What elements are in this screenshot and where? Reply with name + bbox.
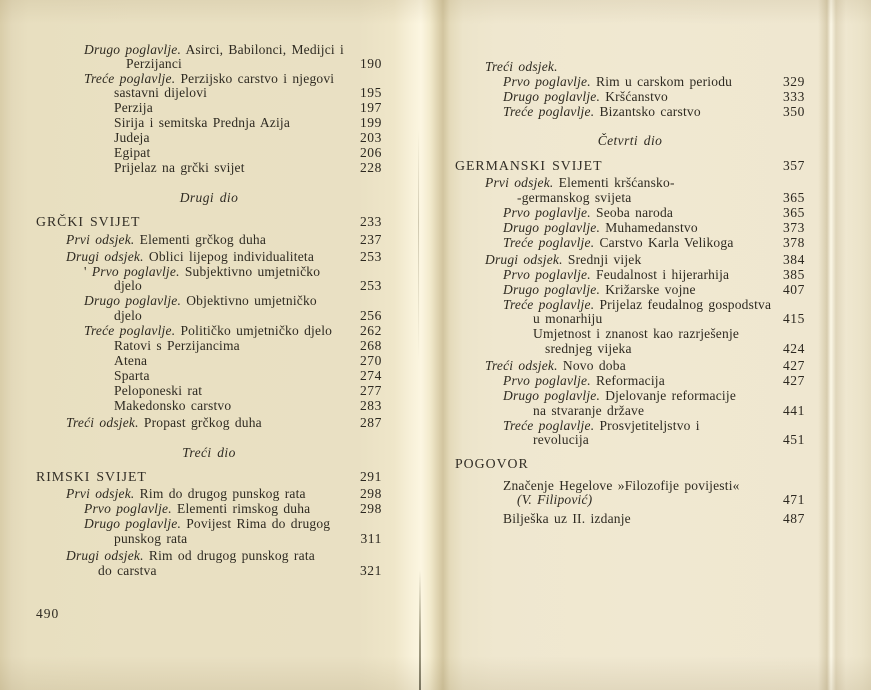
toc-line — [503, 389, 805, 403]
toc-line — [84, 294, 382, 308]
toc-text: Asirci, Babilonci, Medijci i — [181, 41, 344, 57]
toc-page-number: 350 — [782, 104, 805, 119]
toc-line — [114, 369, 382, 383]
toc-line — [517, 191, 805, 205]
toc-text: Bilješka uz II. izdanje — [503, 510, 631, 526]
toc-line — [114, 146, 382, 160]
toc-entry — [455, 90, 805, 104]
toc-line — [503, 236, 805, 250]
toc-label-italic: Treće poglavlje. — [503, 417, 595, 433]
toc-page-number: 365 — [782, 204, 805, 220]
toc-label-italic: Treće poglavlje. — [503, 104, 595, 119]
toc-text: Objektivno umjetničko — [181, 293, 317, 309]
toc-entry — [36, 294, 382, 323]
toc-line — [533, 312, 805, 326]
toc-line — [126, 57, 382, 71]
toc-entry — [36, 72, 382, 101]
toc-entry — [36, 369, 382, 383]
toc-label-italic: Drugo poglavlje. — [503, 282, 601, 298]
toc-page-number: 451 — [782, 432, 805, 448]
toc-line — [503, 268, 805, 282]
toc-line — [84, 324, 382, 338]
toc-text: Feudalnost i hijerarhija — [590, 267, 730, 283]
toc-label-italic: (V. Filipović) — [517, 492, 593, 508]
toc-text: u monarhiju — [533, 311, 603, 327]
toc-line — [114, 116, 382, 130]
toc-line — [485, 253, 805, 267]
toc-page-number: 333 — [782, 89, 805, 104]
toc-entry — [36, 517, 382, 546]
toc-text: Seoba naroda — [590, 204, 674, 220]
toc-label-italic: Drugo poglavlje. — [503, 388, 601, 404]
toc-entry — [36, 161, 382, 175]
toc-line — [66, 416, 382, 430]
toc-line — [114, 86, 382, 100]
toc-line — [503, 512, 805, 526]
toc-page-number: 237 — [359, 231, 382, 247]
toc-label-italic: Prvo poglavlje. — [503, 267, 591, 283]
toc-page-number: 424 — [782, 340, 805, 356]
toc-page-number: 203 — [359, 130, 382, 146]
toc-text: srednjeg vijeka — [545, 340, 632, 356]
toc-entry — [36, 549, 382, 578]
toc-line — [84, 517, 382, 531]
toc-page-number: 365 — [782, 189, 805, 205]
toc-page-number: 321 — [359, 562, 382, 578]
toc-text: Novo doba — [557, 358, 626, 374]
toc-line — [84, 502, 382, 516]
toc-text: Peloponeski rat — [114, 382, 203, 398]
toc-label-italic: Treći odsjek. — [485, 358, 558, 374]
toc-line — [36, 215, 382, 229]
toc-entry — [455, 512, 805, 526]
toc-text: Judeja — [114, 130, 150, 146]
toc-line — [114, 309, 382, 323]
toc-label-italic: Prvo poglavlje. — [503, 204, 591, 220]
part-heading: Treći dio — [182, 444, 236, 460]
toc-line — [84, 43, 382, 57]
toc-page-number: 427 — [782, 358, 805, 374]
toc-entry — [36, 502, 382, 516]
toc-label-italic: Prvi odsjek. — [485, 175, 554, 191]
toc-entry — [36, 101, 382, 115]
toc-label-italic: Drugo poglavlje. — [503, 89, 601, 104]
toc-line — [503, 90, 805, 104]
toc-label-italic: Drugi odsjek. — [485, 252, 563, 268]
toc-line — [98, 564, 382, 578]
toc-entry — [36, 487, 382, 501]
right-page — [435, 0, 871, 690]
toc-entry — [36, 265, 382, 294]
toc-text: Prosvjetiteljstvo i — [594, 417, 700, 433]
toc-entry — [36, 146, 382, 160]
toc-text: Propast grčkog duha — [138, 415, 262, 431]
toc-line — [533, 433, 805, 447]
toc-page-number: 291 — [359, 469, 382, 485]
toc-entry — [455, 236, 805, 250]
toc-text: Subjektivno umjetničko — [179, 264, 321, 280]
toc-label-italic: Drugi odsjek. — [66, 249, 144, 265]
toc-page-number: 206 — [359, 145, 382, 161]
toc-text: GERMANSKI SVIJET — [455, 157, 603, 173]
toc-entry — [36, 250, 382, 264]
toc-left-column — [36, 42, 382, 578]
toc-text: Rim od drugog punskog rata — [143, 548, 315, 564]
toc-text: Sirija i semitska Prednja Azija — [114, 115, 291, 131]
toc-label-italic: Prvo poglavlje. — [84, 501, 172, 517]
toc-entry — [36, 339, 382, 353]
toc-entry — [455, 176, 805, 205]
toc-text: djelo — [114, 278, 142, 294]
toc-line — [114, 339, 382, 353]
toc-label-italic: Drugo poglavlje. — [84, 293, 182, 309]
toc-page-number: 298 — [359, 501, 382, 517]
toc-page-number: 270 — [359, 352, 382, 368]
toc-label-italic: Drugo poglavlje. — [503, 219, 601, 235]
toc-page-number: 256 — [359, 307, 382, 323]
toc-page-number: 228 — [359, 160, 382, 176]
toc-text: Sparta — [114, 367, 150, 383]
toc-page-number: 407 — [782, 282, 805, 298]
toc-label-italic: Drugo poglavlje. — [84, 41, 182, 57]
toc-text: Političko umjetničko djelo — [175, 322, 333, 338]
toc-line — [533, 327, 805, 341]
toc-label-italic: Treće poglavlje. — [503, 297, 595, 313]
toc-entry — [455, 457, 805, 471]
toc-text: Djelovanje reformacije — [600, 388, 737, 404]
toc-text: Perzijsko carstvo i njegovi — [175, 71, 335, 86]
toc-text: Elementi rimskog duha — [171, 501, 311, 517]
toc-entry — [455, 206, 805, 220]
toc-label-italic: Treći odsjek. — [485, 59, 558, 74]
toc-line — [485, 176, 805, 190]
toc-line — [36, 470, 382, 484]
toc-entry — [455, 389, 805, 418]
toc-entry — [455, 159, 805, 173]
toc-text: do carstva — [98, 562, 157, 578]
toc-text: Rim u carskom periodu — [590, 74, 733, 89]
toc-text: Perzija — [114, 100, 153, 116]
toc-line — [114, 399, 382, 413]
toc-line — [503, 283, 805, 297]
toc-text: Kršćanstvo — [600, 89, 668, 104]
toc-page-number: 195 — [359, 85, 382, 101]
toc-line — [66, 233, 382, 247]
toc-line — [503, 419, 805, 433]
toc-right-column — [455, 57, 805, 526]
toc-page-number: 283 — [359, 397, 382, 413]
toc-line — [503, 105, 805, 119]
toc-text: Elementi grčkog duha — [134, 231, 267, 247]
toc-page-number: 385 — [782, 267, 805, 283]
toc-entry — [455, 359, 805, 373]
left-page — [0, 0, 420, 690]
toc-page-number: 487 — [782, 510, 805, 526]
part-heading: Drugi dio — [179, 189, 239, 205]
toc-text: Bizantsko carstvo — [594, 104, 701, 119]
toc-entry — [455, 298, 805, 327]
toc-page-number: 298 — [359, 486, 382, 502]
toc-entry — [455, 374, 805, 388]
toc-line — [503, 221, 805, 235]
toc-line — [66, 487, 382, 501]
toc-page-number: 274 — [359, 367, 382, 383]
toc-line — [503, 374, 805, 388]
toc-page-number: 197 — [359, 100, 382, 116]
toc-page-number: 268 — [359, 337, 382, 353]
toc-entry — [36, 131, 382, 145]
toc-entry — [36, 43, 382, 72]
toc-page-number: 471 — [782, 492, 805, 508]
toc-label-italic: Prvo poglavlje. — [503, 373, 591, 389]
toc-page-number: 357 — [782, 157, 805, 173]
toc-text: sastavni dijelovi — [114, 85, 208, 101]
toc-line — [503, 75, 805, 89]
toc-line — [503, 298, 805, 312]
toc-text: GRČKI SVIJET — [36, 214, 141, 230]
toc-label-italic: Drugi odsjek. — [66, 548, 144, 564]
toc-entry — [455, 268, 805, 282]
toc-entry — [455, 105, 805, 119]
toc-line — [114, 384, 382, 398]
toc-entry — [36, 233, 382, 247]
toc-page-number: 287 — [359, 415, 382, 431]
toc-line — [114, 279, 382, 293]
toc-line — [503, 479, 805, 493]
toc-text: Perzijanci — [126, 56, 182, 71]
toc-entry — [36, 324, 382, 338]
toc-line — [84, 72, 382, 86]
toc-entry — [455, 419, 805, 448]
toc-text: -germanskog svijeta — [517, 189, 632, 205]
toc-label-italic: Prvo poglavlje. — [503, 74, 591, 89]
toc-entry — [455, 479, 805, 508]
toc-entry — [36, 215, 382, 229]
toc-page-number: 441 — [782, 402, 805, 418]
toc-entry — [36, 354, 382, 368]
toc-line — [114, 161, 382, 175]
toc-text: Umjetnost i znanost kao razrješenje — [533, 326, 740, 342]
toc-line — [533, 404, 805, 418]
toc-label-italic: Treće poglavlje. — [503, 234, 595, 250]
toc-page-number: 199 — [359, 115, 382, 131]
toc-text: POGOVOR — [455, 456, 529, 472]
toc-text: Makedonsko carstvo — [114, 397, 232, 413]
toc-line — [455, 159, 805, 173]
toc-line — [455, 457, 805, 471]
toc-text: Značenje Hegelove »Filozofije povijesti« — [503, 477, 740, 493]
toc-text: na stvaranje države — [533, 402, 645, 418]
toc-text: djelo — [114, 307, 142, 323]
toc-text: Carstvo Karla Velikoga — [594, 234, 734, 250]
toc-page-number: 329 — [782, 74, 805, 89]
toc-entry — [36, 399, 382, 413]
toc-page-number: 427 — [782, 373, 805, 389]
toc-line — [545, 342, 805, 356]
toc-text: Ratovi s Perzijancima — [114, 337, 240, 353]
toc-line — [503, 206, 805, 220]
toc-text: Atena — [114, 352, 148, 368]
toc-line — [114, 131, 382, 145]
toc-text: Egipat — [114, 145, 151, 161]
toc-page-number: 262 — [359, 322, 382, 338]
toc-line — [517, 493, 805, 507]
toc-text: Križarske vojne — [600, 282, 696, 298]
toc-text: punskog rata — [114, 530, 188, 546]
toc-entry — [455, 283, 805, 297]
toc-line — [114, 354, 382, 368]
toc-page-number: 253 — [359, 278, 382, 294]
toc-line — [66, 549, 382, 563]
toc-entry — [455, 60, 805, 74]
toc-page-number: 378 — [782, 234, 805, 250]
toc-text: Muhamedanstvo — [600, 219, 698, 235]
toc-page-number: 373 — [782, 219, 805, 235]
toc-page-number: 253 — [359, 249, 382, 265]
toc-page-number: 277 — [359, 382, 382, 398]
toc-entry — [36, 116, 382, 130]
toc-label-italic: Treće poglavlje. — [84, 322, 176, 338]
toc-label-italic: Prvo poglavlje. — [91, 264, 180, 280]
toc-text: Povijest Rima do drugog — [181, 516, 331, 532]
toc-page-number: 311 — [360, 530, 382, 546]
toc-text: Prijelaz feudalnog gospodstva — [594, 297, 772, 313]
toc-text: revolucija — [533, 432, 589, 448]
toc-line — [485, 359, 805, 373]
toc-line — [84, 265, 382, 279]
toc-label-italic: Drugo poglavlje. — [84, 516, 182, 532]
toc-page-number: 384 — [782, 252, 805, 268]
toc-text: RIMSKI SVIJET — [36, 469, 147, 485]
toc-line — [114, 532, 382, 546]
toc-text: Rim do drugog punskog rata — [134, 486, 306, 502]
left-page-number: 490 — [36, 606, 60, 621]
toc-label-italic: Treće poglavlje. — [84, 71, 176, 86]
toc-entry — [455, 221, 805, 235]
toc-text: ' — [84, 264, 92, 280]
toc-line — [66, 250, 382, 264]
toc-text: Reformacija — [590, 373, 665, 389]
part-heading: Četvrti dio — [597, 133, 663, 149]
toc-label-italic: Treći odsjek. — [66, 415, 139, 431]
toc-entry — [455, 75, 805, 89]
toc-line — [114, 101, 382, 115]
toc-text: Srednji vijek — [562, 252, 642, 268]
toc-page-number: 190 — [359, 56, 382, 71]
toc-text: Prijelaz na grčki svijet — [114, 160, 245, 176]
toc-page-number: 415 — [782, 311, 805, 327]
toc-page-number: 233 — [359, 214, 382, 230]
toc-entry — [455, 327, 805, 356]
toc-entry — [36, 416, 382, 430]
toc-label-italic: Prvi odsjek. — [66, 486, 135, 502]
toc-entry — [36, 384, 382, 398]
toc-entry — [36, 470, 382, 484]
toc-line — [485, 60, 805, 74]
toc-entry — [455, 253, 805, 267]
toc-label-italic: Prvi odsjek. — [66, 231, 135, 247]
toc-text: Oblici lijepog individualiteta — [143, 249, 315, 265]
toc-text: Elementi kršćansko- — [553, 175, 675, 191]
